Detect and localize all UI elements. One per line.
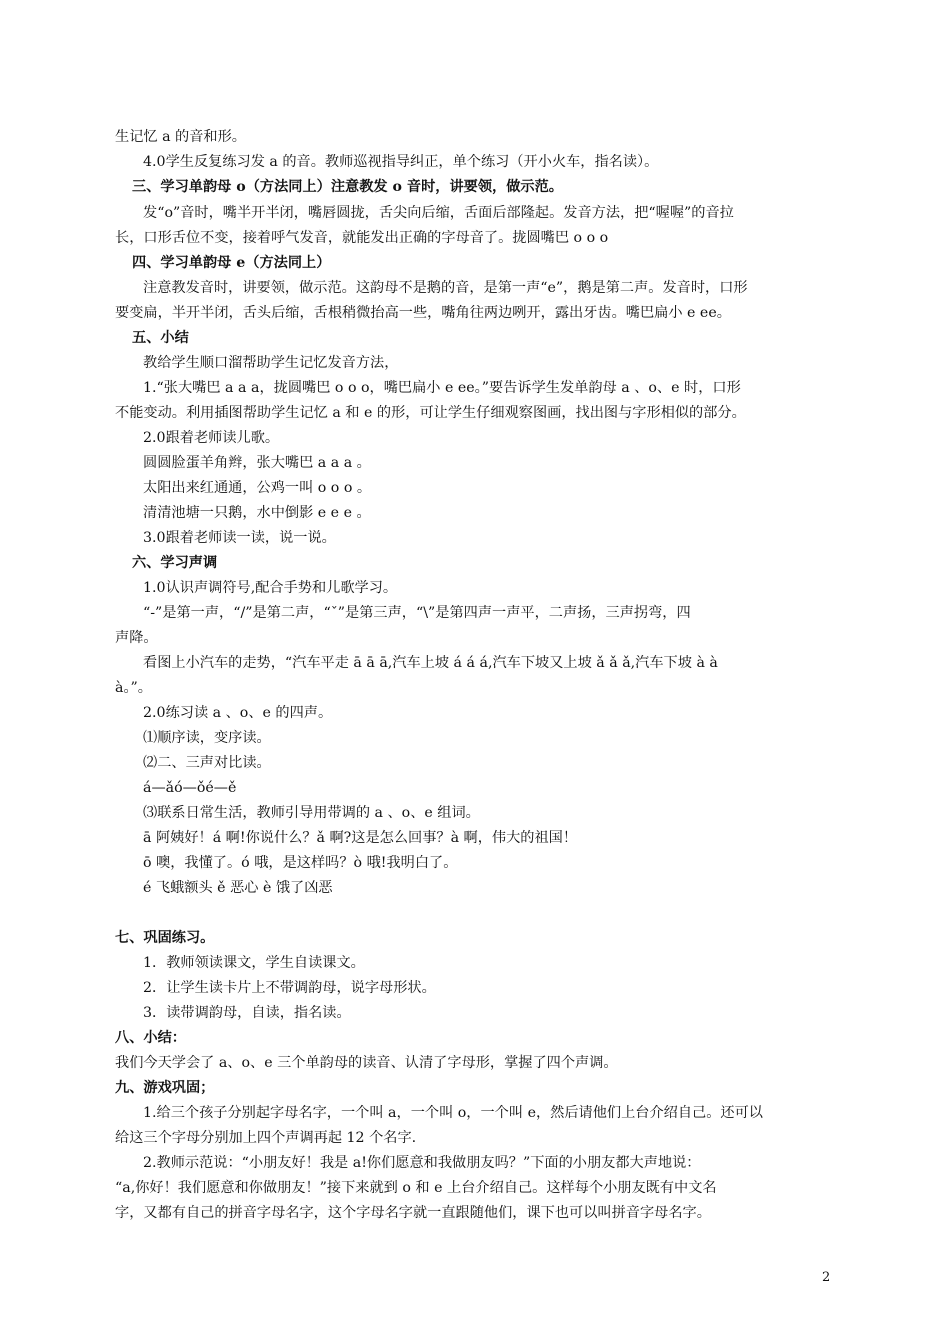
text-line: 1．教师领读课文，学生自读课文。 [143, 955, 365, 971]
section-heading: 八、小结： [115, 1030, 186, 1046]
text-line: 不能变动。利用插图帮助学生记忆 a 和 e 的形，可让学生仔细观察图画，找出图与字形相似的部分。 [115, 405, 746, 421]
text-line: 太阳出来红通通，公鸡一叫 o o o 。 [143, 480, 372, 496]
section-heading: 九、游戏巩固； [115, 1080, 215, 1096]
section-heading: 四、学习单韵母 e（方法同上） [132, 255, 331, 271]
page-number: 2 [822, 1270, 831, 1285]
text-line: 4.0学生反复练习发 a 的音。教师巡视指导纠正，单个练习（开小火车，指名读）。 [143, 154, 659, 170]
text-line: “-”是第一声，“/”是第二声，“ˇ”是第三声，“\”是第四声一声平，二声扬，三声拐弯，四 [143, 605, 691, 621]
text-line: 声降。 [115, 630, 158, 646]
text-line: 注意教发音时，讲要领，做示范。这韵母不是鹅的音，是第一声“e”，鹅是第二声。发音时，口形 [143, 280, 748, 296]
text-line: 看图上小汽车的走势，“汽车平走 ā ā ā,汽车上坡 á á á,汽车下坡又上坡 ǎ ǎ ǎ,汽车下坡 à à [143, 655, 718, 671]
text-line: à。”。 [115, 680, 152, 696]
section-heading: 三、学习单韵母 o（方法同上）注意教发 o 音时，讲要领，做示范。 [132, 179, 563, 195]
text-line: á—ǎó—ǒé—ě [143, 780, 237, 796]
text-line: 我们今天学会了 a、o、e 三个单韵母的读音、认清了字母形，掌握了四个声调。 [115, 1055, 618, 1071]
text-line: ⑴顺序读，变序读。 [143, 730, 271, 746]
text-line: 长，口形舌位不变，接着呼气发音，就能发出正确的字母音了。拢圆嘴巴 o o o [115, 230, 609, 246]
text-line: 2．让学生读卡片上不带调韵母，说字母形状。 [143, 980, 436, 996]
text-line: 圆圆脸蛋羊角辫，张大嘴巴 a a a 。 [143, 455, 371, 471]
text-line: 字，又都有自己的拼音字母名字，这个字母名字就一直跟随他们，课下也可以叫拼音字母名字。 [115, 1205, 711, 1221]
text-line: 教给学生顺口溜帮助学生记忆发音方法， [143, 355, 399, 371]
text-line: 发“o”音时，嘴半开半闭，嘴唇圆拢，舌尖向后缩，舌面后部隆起。发音方法，把“喔喔”的音拉 [143, 205, 734, 221]
text-line: ⑶联系日常生活，教师引导用带调的 a 、o、e 组词。 [143, 805, 480, 821]
section-heading: 五、小结 [132, 330, 189, 346]
text-line: ō 噢，我懂了。ó 哦，是这样吗？ò 哦!我明白了。 [143, 855, 458, 871]
text-line: 给这三个字母分别加上四个声调再起 12 个名字. [115, 1130, 417, 1146]
section-heading: 七、巩固练习。 [115, 930, 215, 946]
text-line: 要变扁，半开半闭，舌头后缩，舌根稍微抬高一些，嘴角往两边咧开，露出牙齿。嘴巴扁小 e ee。 [115, 305, 731, 321]
text-line: 2.教师示范说：“小朋友好！我是 a!你们愿意和我做朋友吗？”下面的小朋友都大声地说： [143, 1155, 701, 1171]
text-line: ⑵二、三声对比读。 [143, 755, 271, 771]
text-line: 2.0练习读 a 、o、e 的四声。 [143, 705, 333, 721]
text-line: 生记忆 a 的音和形。 [115, 129, 246, 145]
text-line: 3.0跟着老师读一读，说一说。 [143, 530, 336, 546]
section-heading: 六、学习声调 [132, 555, 218, 571]
text-line: 3．读带调韵母，自读，指名读。 [143, 1005, 351, 1021]
text-line: “a,你好！我们愿意和你做朋友！”接下来就到 o 和 e 上台介绍自己。这样每个小朋友既有中文名 [115, 1180, 717, 1196]
text-line: 1.0认识声调符号,配合手势和儿歌学习。 [143, 580, 398, 596]
text-line: 1.给三个孩子分别起字母名字，一个叫 a，一个叫 o，一个叫 e，然后请他们上台介绍自己。还可以 [143, 1105, 763, 1121]
text-line: ā 阿姨好！á 啊!你说什么？ǎ 啊?这是怎么回事？à 啊，伟大的祖国！ [143, 830, 578, 846]
text-line: 清清池塘一只鹅，水中倒影 e e e 。 [143, 505, 371, 521]
text-line: 1.“张大嘴巴 a a a，拢圆嘴巴 o o o，嘴巴扁小 e ee。”要告诉学生发单韵母 a 、o、e 时，口形 [143, 380, 741, 396]
text-line: 2.0跟着老师读儿歌。 [143, 430, 280, 446]
text-line: é 飞蛾额头 ě 恶心 è 饿了凶恶 [143, 880, 333, 896]
